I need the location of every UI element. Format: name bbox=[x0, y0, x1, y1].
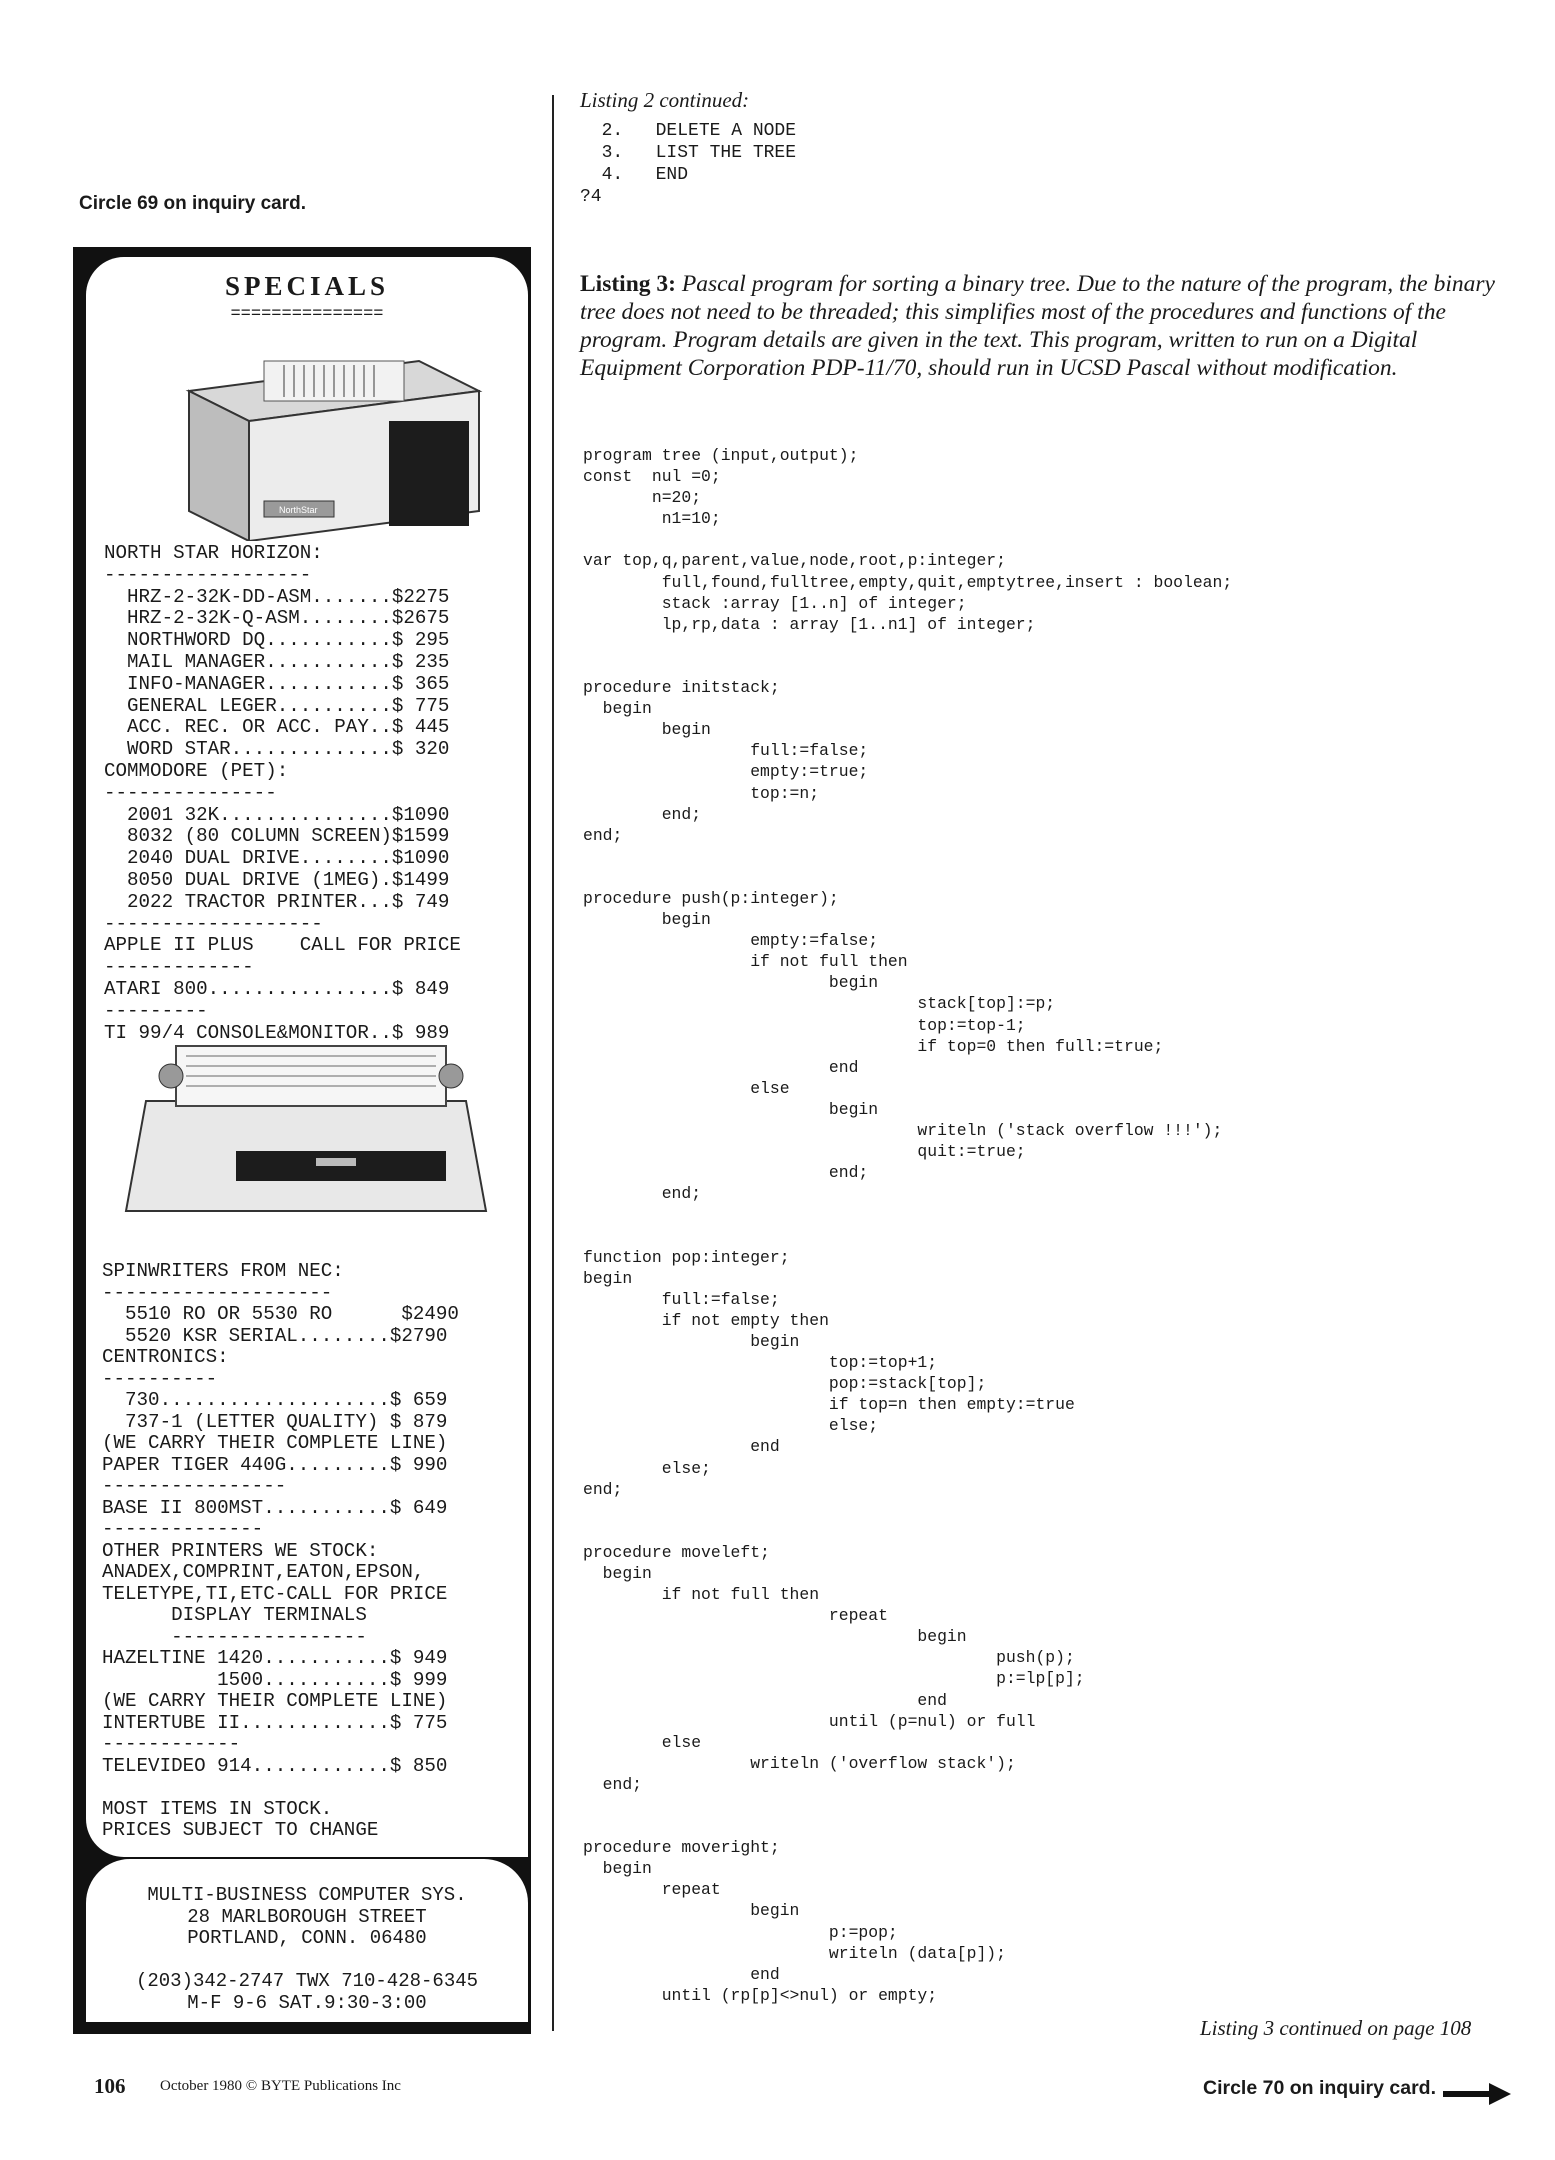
column-divider bbox=[552, 95, 554, 2031]
ad-title: SPECIALS bbox=[224, 271, 390, 301]
specials-advertisement bbox=[73, 247, 531, 2034]
page-footer-text: October 1980 © BYTE Publications Inc bbox=[160, 2078, 401, 2094]
printer-illustration bbox=[116, 1031, 496, 1231]
listing3-code: program tree (input,output); const nul =0; n=20; n1=10; var top,q,parent,value,node,root,p:integer; full,found,fulltree,empty,quit,emptytree,insert : boolean; stack :array [1..n] of integer; lp,rp,data : array [1..n1] of integer; procedure initstack; begin begin full:=false; empty:=true; top:=n; end; end; procedure push(p:integer); begin empty:=false; if not full then begin stack[top]:=p; top:=top-1; if top=0 then full:=true; end else begin writeln ('stack overflow !!!'); quit:=true; end; end; function pop:integer; begin full:=false; if not empty then begin top:=top+1; pop:=stack[top]; if top=n then empty:=true else; end else; end; procedure moveleft; begin if not full then repeat begin push(p); p:=lp[p]; end until (p=nul) or full else writeln ('overflow stack'); end; procedure moveright; begin repeat begin p:=pop; writeln (data[p]); end until (rp[p]<>nul) or empty; bbox=[583, 446, 1233, 2005]
listing2-heading: Listing 2 continued: bbox=[580, 88, 750, 112]
ad-price-list-top: NORTH STAR HORIZON: ------------------ HRZ-2-32K-DD-ASM.......$2275 HRZ-2-32K-Q-ASM........$2675 NORTHWORD DQ...........$ 295 MAIL MANAGER...........$ 235 INFO-MANAGER...........$ 365 GENERAL LEGER..........$ 775 ACC. REC. OR ACC. PAY..$ 445 WORD STAR..............$ 320 COMMODORE (PET): --------------- 2001 32K...............$1090 8032 (80 COLUMN SCREEN)$1599 2040 DUAL DRIVE........$1090 8050 DUAL DRIVE (1MEG).$1499 2022 TRACTOR PRINTER...$ 749 ------------------- APPLE II PLUS CALL FOR PRICE ------------- ATARI 800................$ 849 --------- TI 99/4 CONSOLE&MONITOR..$ 989 bbox=[104, 542, 461, 1044]
listing3-caption-text: Pascal program for sorting a binary tree. Due to the nature of the program, the binary tree does not need to be threaded; this simplifies most of the procedures and functions of the program. Program details are given in the text. This program, written to run on a Digital Equipment Corporation PDP-11/70, should run in UCSD Pascal without modification. bbox=[580, 271, 1495, 381]
inquiry-note-right: Circle 70 on inquiry card. bbox=[1203, 2077, 1436, 2099]
listing2-code: 2. DELETE A NODE 3. LIST THE TREE 4. END ?4 bbox=[580, 121, 797, 207]
listing3-caption bbox=[580, 270, 1510, 382]
listing3-continued-note: Listing 3 continued on page 108 bbox=[1200, 2016, 1472, 2040]
listing3-label: Listing 3: bbox=[580, 271, 676, 297]
ad-panel bbox=[86, 257, 528, 1857]
ad-title-rule: =============== bbox=[230, 305, 384, 324]
ad-contact-panel bbox=[86, 1859, 528, 2022]
inquiry-note-left: Circle 69 on inquiry card. bbox=[79, 193, 307, 214]
arrow-right-icon bbox=[1443, 2083, 1511, 2105]
computer-illustration bbox=[169, 351, 489, 541]
page-number: 106 bbox=[94, 2074, 126, 2098]
ad-contact-address: MULTI-BUSINESS COMPUTER SYS. 28 MARLBOROUGH STREET PORTLAND, CONN. 06480 (203)342-2747 TWX 710-428-6345 M-F 9-6 SAT.9:30-3:00 bbox=[135, 1884, 479, 2014]
ad-price-list-bottom: SPINWRITERS FROM NEC: -------------------- 5510 RO OR 5530 RO $2490 5520 KSR SERIAL........$2790 CENTRONICS: ---------- 730....................$ 659 737-1 (LETTER QUALITY) $ 879 (WE CARRY THEIR COMPLETE LINE) PAPER TIGER 440G.........$ 990 ---------------- BASE II 800MST...........$ 649 -------------- OTHER PRINTERS WE STOCK: ANADEX,COMPRINT,EATON,EPSON, TELETYPE,TI,ETC-CALL FOR PRICE DISPLAY TERMINALS ----------------- HAZELTINE 1420...........$ 949 1500...........$ 999 (WE CARRY THEIR COMPLETE LINE) INTERTUBE II.............$ 775 ------------ TELEVIDEO 914............$ 850 MOST ITEMS IN STOCK. PRICES SUBJECT TO CHANGE bbox=[102, 1260, 459, 1841]
computer-brand-label: NorthStar bbox=[279, 505, 318, 515]
